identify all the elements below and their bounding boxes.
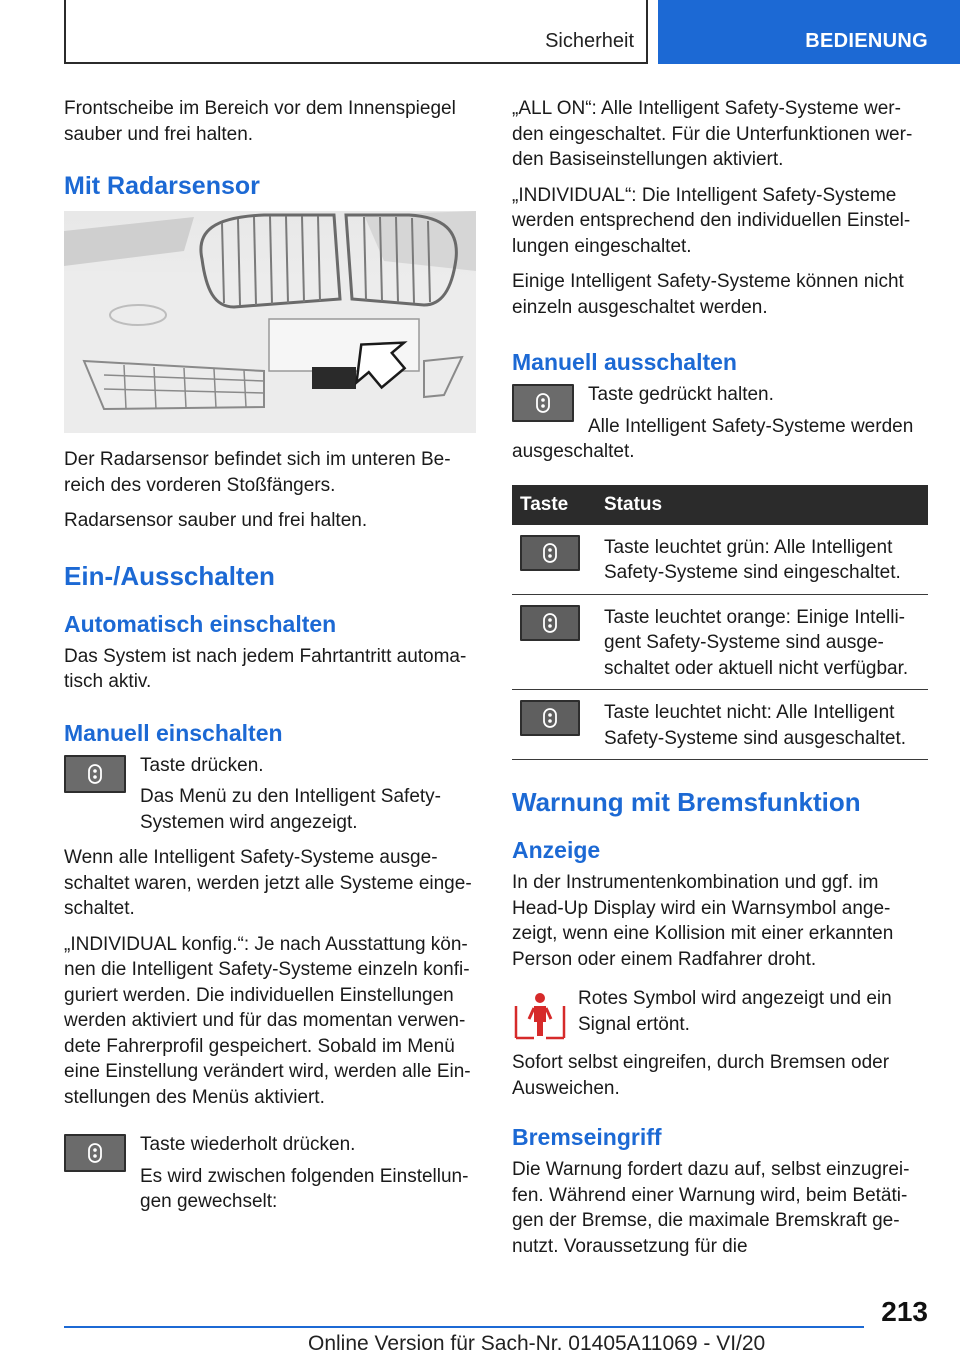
car-front-radar-illustration (64, 211, 476, 433)
individual-config-text: „INDIVIDUAL konfig.“: Je nach Ausstattung kön-nen die Intelligent Safety-Systeme einzeln konfi-guriert werden. Die individuellen Einstellungen werden aktiviert und für das momentan verwen-dete Fahrerprofil gespeichert. Sobald im Menü eine Einstellung verändert wird, werden alle Ein-stellungen des Menüs aktiviert. (64, 933, 471, 1108)
table-row (512, 525, 928, 595)
red-symbol-block (512, 986, 928, 1050)
row-icon-cell (512, 690, 596, 760)
right-column (512, 96, 928, 1269)
onoff-heading: Ein-/Ausschalten (64, 560, 275, 591)
press-again-text: Taste wiederholt drücken. (140, 1134, 356, 1155)
radar-clean-text: Radarsensor sauber und frei halten. (64, 510, 368, 531)
table-row (512, 594, 928, 690)
radar-heading: Mit Radarsensor (64, 172, 260, 200)
row-icon-cell (512, 525, 596, 595)
all-on-option-text: „ALL ON“: Alle Intelligent Safety-Systeme wer-den eingeschaltet. Für die Unterfunktionen wer-den Basiseinstellungen aktiviert. (512, 98, 913, 170)
pedestrian-warning-icon (512, 986, 568, 1042)
header-section-box (64, 0, 648, 64)
header-chapter-tab[interactable] (658, 0, 960, 64)
page-number: 213 (881, 1296, 928, 1327)
brake-text: Die Warnung fordert dazu auf, selbst einzugrei-fen. Während einer Warnung wird, beim Betäti-gen der Bremse, die maximale Bremskraft ge-nutzt. Voraussetzung für die (512, 1159, 910, 1257)
footer-divider (64, 1326, 864, 1328)
menu-shown-text-content: Das Menü zu den Intelligent Safety-Systemen wird angezeigt. (140, 786, 442, 833)
manual-on-heading: Manuell einschalten (64, 719, 283, 746)
all-off-text: Alle Intelligent Safety-Systeme werden ausgeschaltet. (512, 415, 914, 462)
table-row (512, 690, 928, 760)
chapter-title: BEDIENUNG (805, 30, 928, 52)
safety-button-icon[interactable] (512, 384, 574, 422)
react-now-text: Sofort selbst eingreifen, durch Bremsen oder Ausweichen. (512, 1052, 890, 1099)
brake-heading: Bremseingriff (512, 1124, 662, 1150)
press-key-block (64, 753, 476, 836)
red-symbol-text: Rotes Symbol wird angezeigt und ein Signal ertönt. (578, 988, 892, 1035)
all-on-text: Wenn alle Intelligent Safety-Systeme ausge-schaltet waren, werden jetzt alle Systeme einge-schaltet. (64, 847, 472, 919)
section-title: Sicherheit (545, 30, 634, 52)
manual-off-heading: Manuell ausschalten (512, 349, 737, 375)
individual-option-text: „INDIVIDUAL“: Die Intelligent Safety-Systeme werden entsprechend den individuellen Einstel-lungen eingeschaltet. (512, 184, 911, 257)
col-status-header: Status (596, 485, 928, 525)
display-text: In der Instrumentenkombination und ggf. im Head-Up Display wird ein Warnsymbol ange-zeigt, wenn eine Kollision mit einer erkannten Person oder einem Radfahrer droht. (512, 872, 894, 970)
row-status-cell: Taste leuchtet nicht: Alle Intelligent Safety-Systeme sind ausgeschaltet. (596, 690, 928, 760)
intro-text: Frontscheibe im Bereich vor dem Innenspiegel sauber und frei halten. (64, 98, 456, 145)
row-status-cell: Taste leuchtet grün: Alle Intelligent Safety-Systeme sind eingeschaltet. (596, 525, 928, 595)
some-cannot-text: Einige Intelligent Safety-Systeme können nicht einzeln ausgeschaltet werden. (512, 271, 904, 318)
warning-heading: Warnung mit Bremsfunktion (512, 787, 861, 817)
switch-between-text: Es wird zwischen folgenden Einstellun-gen gewechselt: (140, 1165, 469, 1212)
safety-button-icon (520, 605, 580, 641)
row-status-cell: Taste leuchtet orange: Einige Intelli-gent Safety-Systeme sind ausge-schaltet oder aktuell nicht verfügbar. (596, 594, 928, 690)
safety-button-icon (520, 535, 580, 571)
footer-online-version: Online Version für Sach-Nr. 01405A11069 - VI/20 (308, 1332, 766, 1355)
safety-button-icon[interactable] (64, 1134, 126, 1172)
press-again-block (64, 1132, 476, 1215)
col-key-header: Taste (512, 485, 596, 525)
auto-on-heading: Automatisch einschalten (64, 610, 337, 637)
press-key-text: Taste drücken. (140, 754, 264, 776)
row-icon-cell (512, 594, 596, 690)
left-column (64, 96, 476, 1225)
radar-location-text: Der Radarsensor befindet sich im unteren Be-reich des vorderen Stoßfängers. (64, 449, 451, 496)
hold-key-block (512, 382, 928, 465)
status-table (512, 485, 928, 761)
auto-on-text: Das System ist nach jedem Fahrtantritt automa-tisch aktiv. (64, 645, 467, 692)
safety-button-icon[interactable] (64, 755, 126, 793)
safety-button-icon (520, 700, 580, 736)
status-table-header (512, 485, 928, 525)
hold-key-text: Taste gedrückt halten. (588, 384, 774, 405)
display-heading: Anzeige (512, 837, 601, 863)
